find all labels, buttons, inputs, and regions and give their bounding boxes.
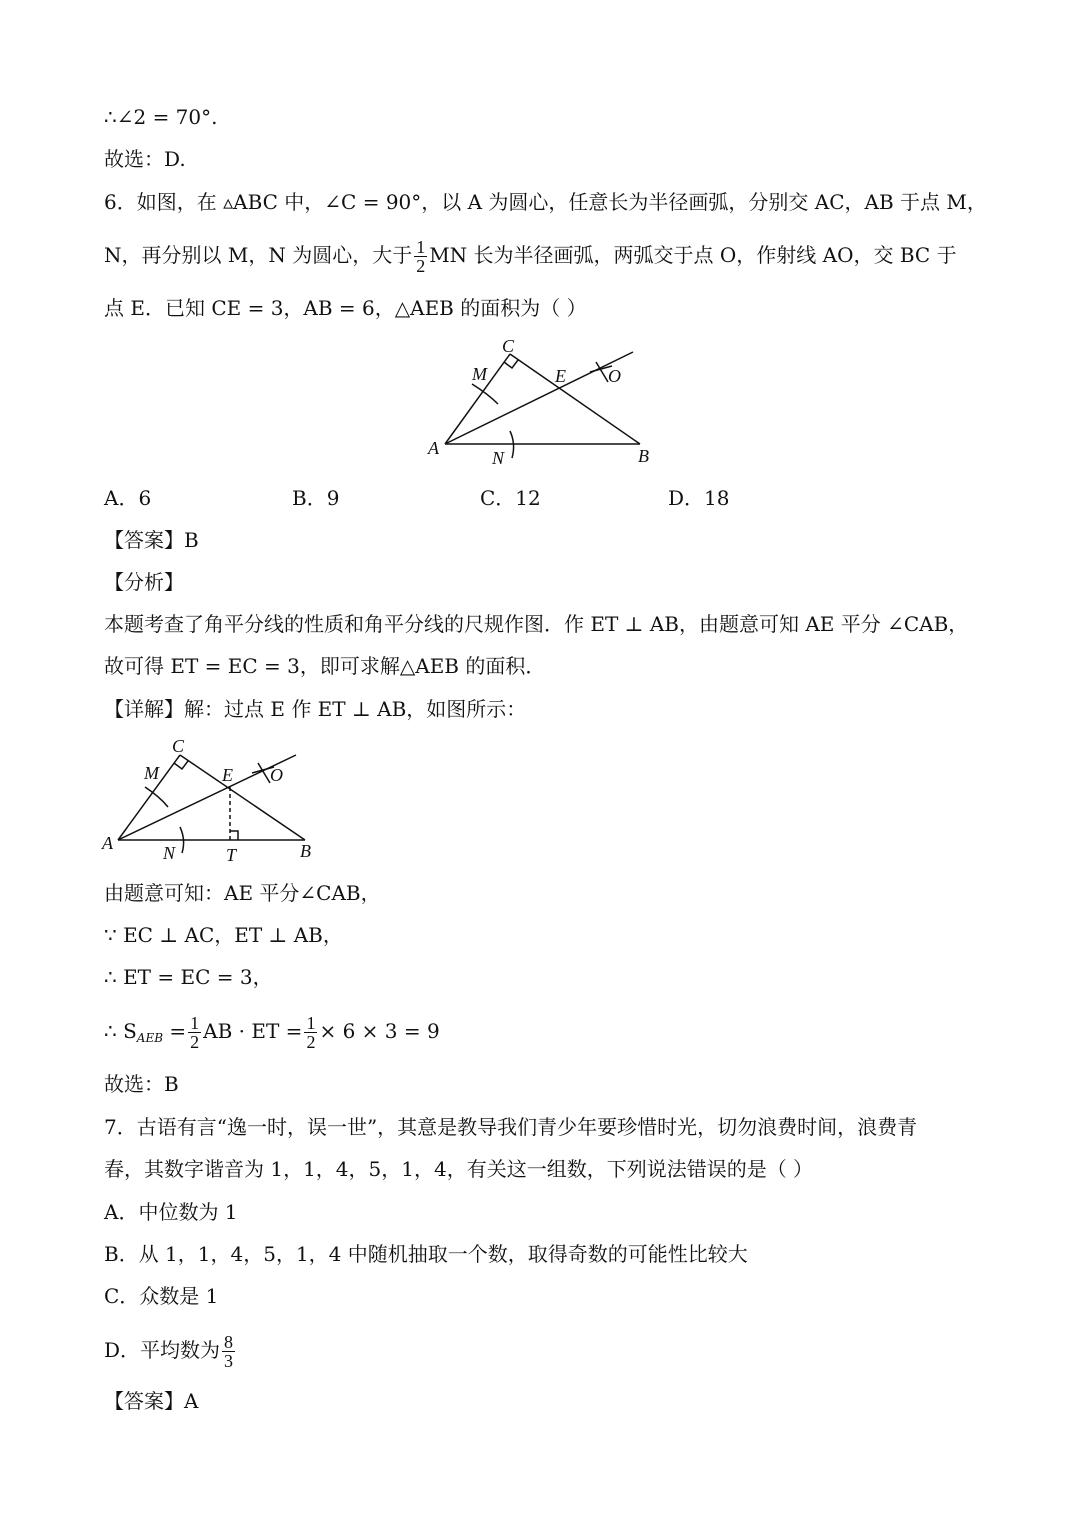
analysis-heading: 【分析】 xyxy=(104,570,184,594)
triangle-figure-2 xyxy=(100,735,330,870)
label-b: B xyxy=(638,446,649,466)
option-6-d: D．18 xyxy=(668,486,730,510)
area-subscript: AEB xyxy=(136,1031,164,1045)
option-7-d xyxy=(104,1333,237,1370)
answer-6: 【答案】B xyxy=(104,528,199,552)
label-o-2: O xyxy=(270,765,283,785)
fraction-half-a: $\frac{1}{2}$ xyxy=(190,1013,200,1052)
detail-heading: 【详解】解：过点 E 作 ET ⊥ AB，如图所示： xyxy=(104,697,527,721)
question-7-line-2: 春，其数字谐音为 1，1，4，5，1，4，有关这一组数，下列说法错误的是（ ） xyxy=(104,1157,814,1181)
q6-line2-pre: N，再分别以 M，N 为圆心，大于 xyxy=(104,243,413,267)
label-a: A xyxy=(428,438,439,458)
label-m-2: M xyxy=(144,763,159,783)
question-7-line-1: 7．古语有言“逸一时，误一世”，其意是教导我们青少年要珍惜时光，切勿浪费时间，浪费青 xyxy=(104,1115,918,1139)
line-choose-d: 故选：D. xyxy=(104,147,186,171)
triangle-figure-1 xyxy=(420,332,660,472)
option-7-b: B．从 1，1，4，5，1，4 中随机抽取一个数，取得奇数的可能性比较大 xyxy=(104,1242,748,1266)
right-angle-mark-c xyxy=(504,360,518,368)
label-n-2: N xyxy=(163,843,176,863)
label-m: M xyxy=(472,364,487,384)
choose-b: 故选：B xyxy=(104,1072,179,1096)
area-mid: AB · ET = xyxy=(203,1019,303,1043)
label-c-2: C xyxy=(172,736,185,756)
label-c: C xyxy=(502,336,515,356)
right-angle-mark-c-2 xyxy=(174,761,188,769)
question-6-line-3: 点 E．已知 CE = 3，AB = 6，△AEB 的面积为（ ） xyxy=(104,296,587,320)
option-7-d-text: D．平均数为 xyxy=(104,1338,221,1362)
label-b-2: B xyxy=(300,841,311,861)
fraction-eight-thirds: $\frac{8}{3}$ xyxy=(224,1332,234,1371)
analysis-line-1: 本题考查了角平分线的性质和角平分线的尺规作图．作 ET ⊥ AB，由题意可知 AE 平分 ∠CAB， xyxy=(104,612,969,636)
label-a-2: A xyxy=(102,833,113,853)
area-eq-1: = xyxy=(169,1019,187,1043)
detail-line-2: ∵ EC ⊥ AC，ET ⊥ AB， xyxy=(104,923,343,947)
option-7-c: C．众数是 1 xyxy=(104,1284,219,1308)
q6-line2-post: MN 长为半径画弧，两弧交于点 O，作射线 AO，交 BC 于 xyxy=(429,243,957,267)
answer-7: 【答案】A xyxy=(104,1389,199,1413)
area-result: × 6 × 3 = 9 xyxy=(319,1019,440,1043)
line-conclusion-angle: ∴∠2 = 70°. xyxy=(104,105,218,129)
detail-line-1: 由题意可知：AE 平分∠CAB， xyxy=(104,881,381,905)
detail-line-3: ∴ ET = EC = 3， xyxy=(104,965,273,989)
label-n: N xyxy=(492,448,505,468)
label-t-2: T xyxy=(226,845,237,865)
area-symbol: ∴ S xyxy=(104,1019,137,1043)
segment-cb-2 xyxy=(180,755,305,840)
detail-line-4-area xyxy=(104,1014,440,1051)
question-6-line-1: 6．如图，在 ▵ABC 中，∠C = 90°，以 A 为圆心，任意长为半径画弧，分别交 AC，AB 于点 M， xyxy=(104,190,987,214)
label-o: O xyxy=(608,366,621,386)
right-angle-mark-t xyxy=(230,831,238,840)
question-6-line-2 xyxy=(104,238,957,275)
analysis-line-2: 故可得 ET = EC = 3，即可求解△AEB 的面积． xyxy=(104,654,546,678)
option-6-a: A．6 xyxy=(104,486,152,510)
option-6-c: C．12 xyxy=(480,486,541,510)
option-7-a: A．中位数为 1 xyxy=(104,1200,238,1224)
label-e: E xyxy=(555,366,566,386)
fraction-half-b: $\frac{1}{2}$ xyxy=(306,1013,316,1052)
fraction-one-half: $\frac{1}{2}$ xyxy=(416,237,426,276)
option-6-b: B．9 xyxy=(292,486,340,510)
label-e-2: E xyxy=(222,765,233,785)
